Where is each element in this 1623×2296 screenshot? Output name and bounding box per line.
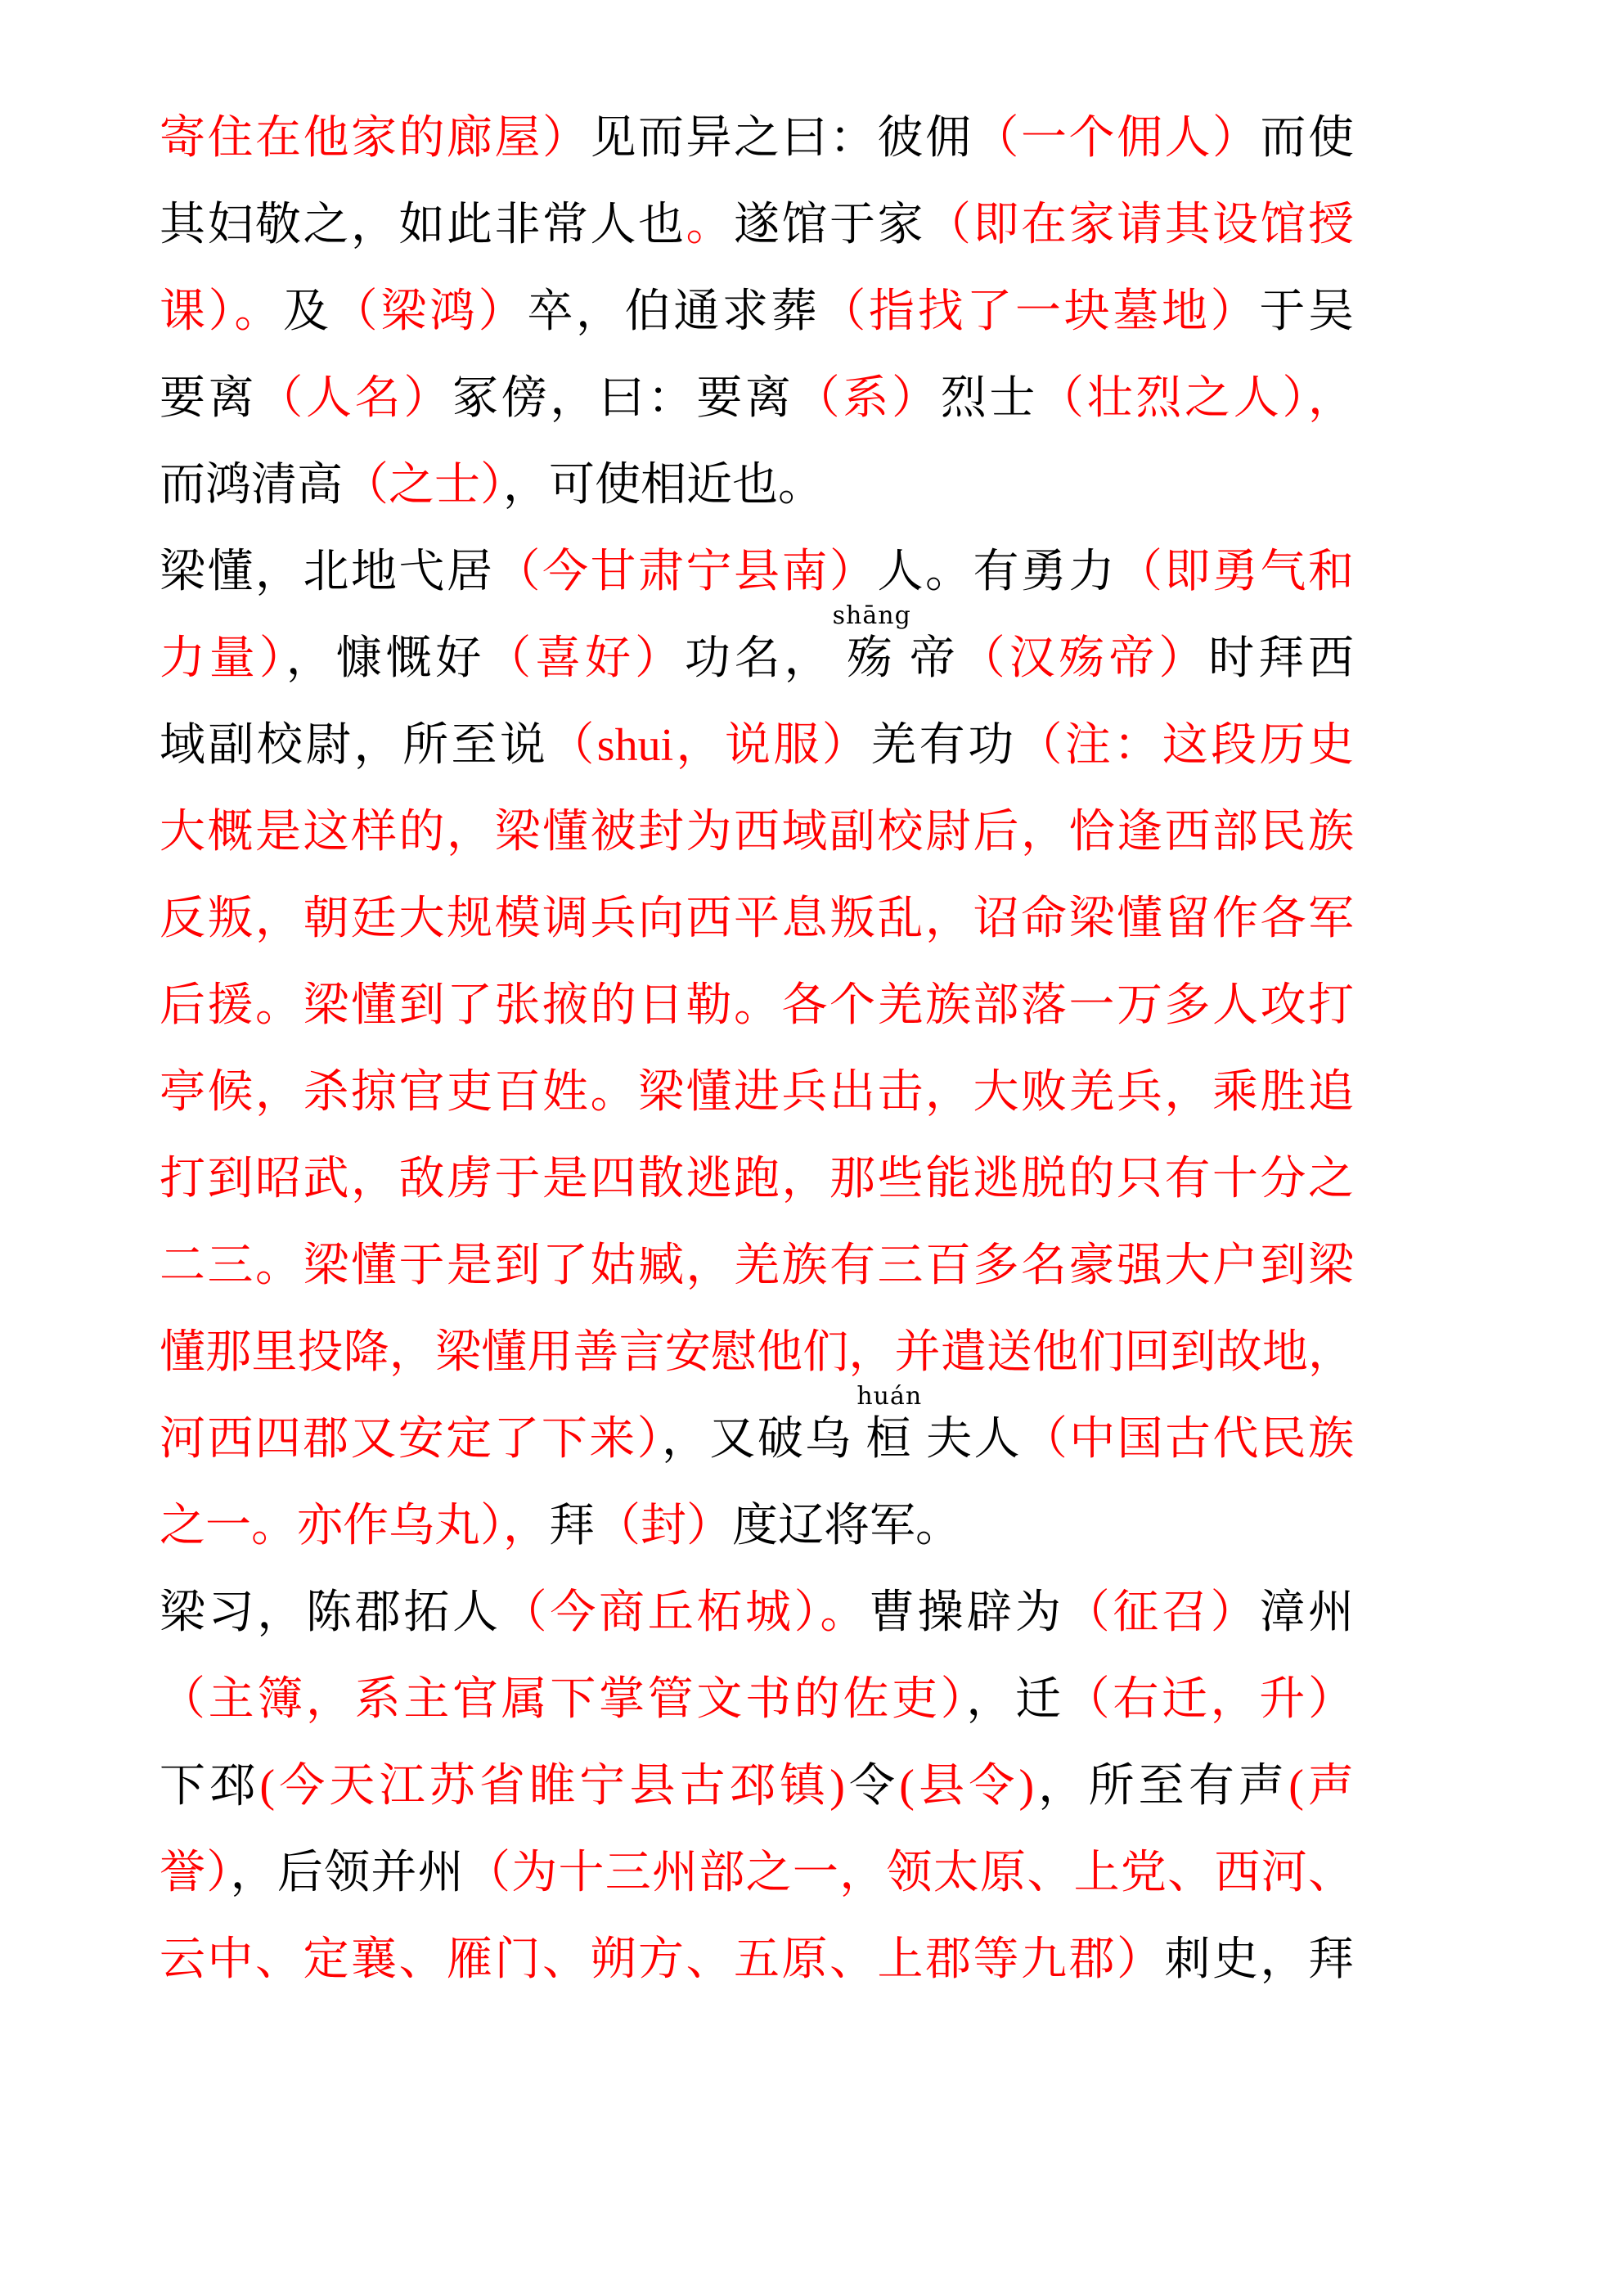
annotation-text-run: （shui，说服） [548,720,871,771]
pinyin-annotation: huán [856,1382,923,1411]
annotation-text-run: （即勇气和 [1117,547,1354,597]
annotation-text-run: 河西四郡又安定了下来） [160,1414,662,1465]
annotation-text-run: （即在家请其设馆授 [925,200,1354,250]
text-line [160,876,1354,962]
annotation-text-run: （汉殇帝） [959,633,1209,684]
text-line [160,1656,1354,1743]
text-line [160,1049,1354,1136]
annotation-text-run: 亭候，杀掠官吏百姓。梁懂进兵出击，大败羌兵，乘胜追 [160,1067,1354,1118]
text-line [160,529,1354,615]
annotation-text-run: （一个佣人） [973,113,1261,164]
annotation-text-run: 二三。梁懂于是到了姑臧，羌族有三百多名豪强大户到梁 [160,1240,1354,1291]
body-text-run: 度辽将军。 [732,1501,961,1551]
body-text-run: 帝 [909,633,960,684]
body-text-run: 功名， [684,633,834,684]
text-line [160,355,1354,442]
text-line [160,1743,1354,1830]
body-text-run: 于吴 [1259,286,1355,337]
annotation-text-run: （人名） [257,373,453,424]
annotation-text-run: 大概是这样的，梁懂被封为西域副校尉后，恰逢西部民族 [160,807,1354,858]
ruby-base-text: 桓 [865,1414,914,1465]
body-text-run: 要离 [160,373,258,424]
annotation-text-run: （今甘肃宁县南） [494,547,878,597]
annotation-text-run: 课）。 [160,286,283,337]
text-line [160,962,1354,1049]
annotation-text-run: （壮烈之人）， [1038,373,1355,424]
ruby-annotated-char [856,1382,923,1465]
body-text-run: ，又破乌 [661,1414,853,1465]
body-text-run: 而使 [1260,113,1354,164]
body-text-run: 拜 [549,1501,595,1551]
annotation-text-run: 寄住在他家的廊屋） [160,113,591,164]
ruby-base-text: 殇 [847,633,897,684]
annotation-text-run: （主簿，系主官属下掌管文书的佐吏） [160,1674,967,1725]
body-text-run: 曹操辟为 [869,1587,1064,1638]
body-text-run: 而鸿清高 [160,460,343,511]
body-text-run: 梁习，陈郡拓人 [160,1587,501,1638]
body-text-run: 夫人 [926,1414,1022,1465]
text-line [160,601,1355,702]
body-text-run: 梁懂，北地弋居 [160,547,495,597]
body-text-run: ，可使相近也。 [503,460,824,511]
body-text-run: ，所至有声 [1034,1761,1289,1812]
text-line [160,789,1354,876]
body-text-run: 见而异之曰：彼佣 [590,113,973,164]
annotation-text-run: （之士） [343,460,503,511]
text-line [160,182,1354,268]
annotation-text-run: (今天江苏省睢宁县古邳镇) [259,1761,845,1812]
body-text-run: 下邳 [160,1761,260,1812]
annotation-text-run: 反叛，朝廷大规模调兵向西平息叛乱，诏命梁懂留作各军 [160,894,1354,944]
text-line [160,1136,1354,1222]
body-text-run: 冢傍，曰：要离 [452,373,794,424]
annotation-text-run: （系） [794,373,941,424]
annotation-text-run: 力量） [160,633,286,684]
body-text-run: 烈士 [940,373,1039,424]
text-line [160,95,1354,182]
body-text-run: 域副校尉，所至说 [160,720,549,771]
text-line [160,1916,1354,2003]
text-line [160,702,1354,789]
body-text-run: 卒，伯通求葬 [527,286,820,337]
annotation-text-run: 懂那里投降，梁懂用善言安慰他们，并遣送他们回到故地， [160,1327,1354,1378]
annotation-text-run: （梁鸿） [331,286,528,337]
body-text-run: 及 [283,286,332,337]
annotation-text-run: （右迁，升） [1063,1674,1355,1725]
annotation-text-run: (声 [1288,1761,1355,1812]
annotation-text-run: 云中、定襄、雁门、朔方、五原、上郡等九郡） [160,1934,1165,1985]
text-line [160,268,1354,355]
text-line [160,1569,1354,1656]
annotation-text-run: 誉） [160,1848,231,1898]
text-line [160,1382,1355,1483]
body-text-run: 人。有勇力 [877,547,1117,597]
pinyin-annotation: shāng [832,601,911,630]
body-text-run: 时拜西 [1208,633,1355,684]
ruby-annotated-char [832,601,911,684]
annotation-text-run: （指找了一块墓地） [820,286,1260,337]
text-line [160,1483,1354,1569]
annotation-text-run: 。 [686,200,734,250]
annotation-text-run: (县令) [899,1761,1035,1812]
text-line [160,1222,1354,1309]
annotation-text-run: （为十三州部之一，领太原、上党、西河、 [464,1848,1355,1898]
text-line [160,1830,1354,1916]
body-text-run: 令 [844,1761,900,1812]
body-text-run: 漳州 [1259,1587,1355,1638]
text-block [160,95,1354,2003]
body-text-run: ，慷慨好 [285,633,486,684]
annotation-text-run: （中国古代民族 [1021,1414,1355,1465]
annotation-text-run: 打到昭武，敌虏于是四散逃跑，那些能逃脱的只有十分之 [160,1154,1354,1204]
body-text-run: 刺史，拜 [1164,1934,1354,1985]
annotation-text-run: 后援。梁懂到了张掖的日勒。各个羌族部落一万多人攻打 [160,980,1354,1031]
text-line [160,442,1354,529]
body-text-run: ，迁 [966,1674,1064,1725]
body-text-run: ，后领并州 [230,1848,465,1898]
annotation-text-run: （封） [595,1501,732,1551]
annotation-text-run: 之一。亦作乌丸）， [160,1501,549,1551]
annotation-text-run: （喜好） [485,633,685,684]
annotation-text-run: （注：这段历史 [1016,720,1355,771]
annotation-text-run: （今商丘柘城）。 [501,1587,870,1638]
text-line [160,1309,1354,1396]
annotation-text-run: （征召） [1063,1587,1260,1638]
body-text-run: 羌有功 [870,720,1017,771]
body-text-run: 其妇敬之，如此非常人也 [160,200,686,250]
body-text-run: 遂馆于家 [734,200,925,250]
